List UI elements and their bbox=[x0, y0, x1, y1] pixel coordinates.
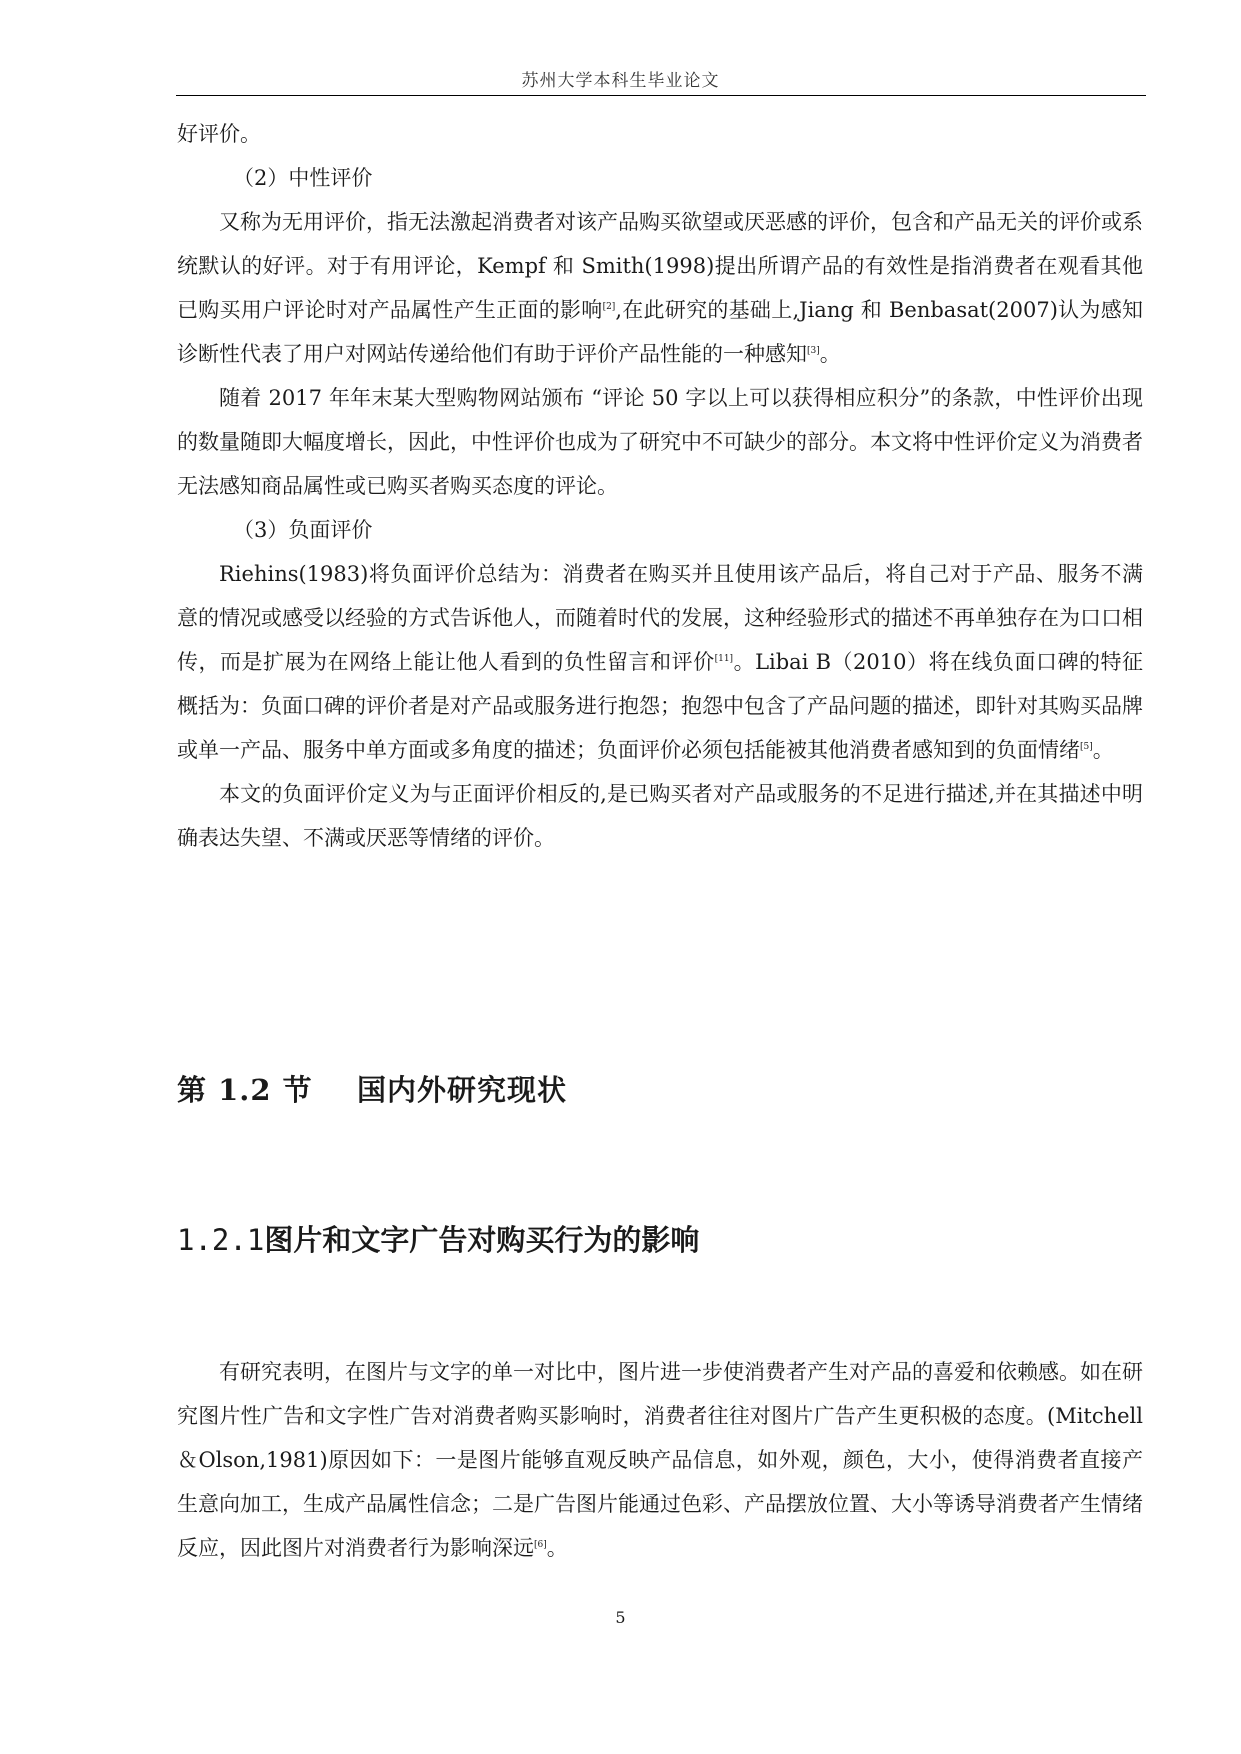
page-number: 5 bbox=[615, 1608, 626, 1627]
section-heading bbox=[177, 1068, 567, 1109]
text-run: 。 bbox=[819, 342, 841, 366]
text-run: 又称为无用评价，指无法激起消费者对该产品购买欲望或厌恶感的评价，包含和产品无关的评价或系统默认的好评。对于有用评论，Kempf 和 Smith(1998)提出所谓产品的有效性是指消费者在观看其他已购买用户评论时对产品属性产生正面的影响 bbox=[177, 210, 1143, 322]
running-header: 苏州大学本科生毕业论文 bbox=[521, 71, 720, 91]
text-run: 。Libai B（2010）将在线负面口碑的特征概括为：负面口碑的评价者是对产品或服务进行抱怨；抱怨中包含了产品问题的描述，即针对其购买品牌或单一产品、服务中单方面或多角度的描述；负面评价必须包括能被其他消费者感知到的负面情绪 bbox=[177, 650, 1144, 762]
section-title: 国内外研究现状 bbox=[357, 1073, 568, 1107]
item-heading: （2）中性评价 bbox=[233, 166, 373, 190]
text-run: ,在此研究的基础上,Jiang 和 Benbasat(2007)认为感知诊断性代表了用户对网站传递给他们有助于评价产品性能的一种感知 bbox=[177, 298, 1143, 366]
citation-marker: [11] bbox=[714, 654, 734, 664]
text-run: 。 bbox=[1092, 738, 1114, 762]
section-number: 第 1.2 节 bbox=[177, 1073, 313, 1107]
subsection-heading bbox=[177, 1218, 699, 1259]
paragraph: 随着 2017 年年末某大型购物网站颁布 “评论 50 字以上可以获得相应积分”的条款，中性评价出现的数量随即大幅度增长，因此，中性评价也成为了研究中不可缺少的部分。本文将中性评价定义为消费者无法感知商品属性或已购买者购买态度的评论。 bbox=[177, 386, 1143, 498]
text-run: 。 bbox=[546, 1536, 568, 1560]
citation-marker: [5] bbox=[1080, 742, 1093, 752]
body-block-2 bbox=[177, 1350, 1143, 1570]
citation-marker: [3] bbox=[807, 346, 820, 356]
header-rule bbox=[176, 95, 1146, 96]
citation-marker: [2] bbox=[602, 302, 616, 312]
paragraph bbox=[177, 200, 1143, 376]
text-run: Riehins(1983)将负面评价总结为：消费者在购买并且使用该产品后，将自己对于产品、服务不满意的情况或感受以经验的方式告诉他人，而随着时代的发展，这种经验形式的描述不再单独存在为口口相传，而是扩展为在网络上能让他人看到的负性留言和评价 bbox=[177, 562, 1143, 674]
body-block-1 bbox=[177, 112, 1143, 860]
text-run: 有研究表明，在图片与文字的单一对比中，图片进一步使消费者产生对产品的喜爱和依赖感。如在研究图片性广告和文字性广告对消费者购买影响时，消费者往往对图片广告产生更积极的态度。(Mitchell＆Olson,1981)原因如下：一是图片能够直观反映产品信息，如外观，颜色，大小，使得消费者直接产生意向加工，生成产品属性信念；二是广告图片能通过色彩、产品摆放位置、大小等诱导消费者产生情绪反应，因此图片对消费者行为影响深远 bbox=[177, 1360, 1143, 1560]
citation-marker: [6] bbox=[534, 1540, 547, 1550]
paragraph bbox=[177, 1350, 1143, 1570]
item-heading: （3）负面评价 bbox=[233, 518, 373, 542]
paragraph bbox=[177, 552, 1143, 772]
paragraph: 本文的负面评价定义为与正面评价相反的,是已购买者对产品或服务的不足进行描述,并在其描述中明确表达失望、不满或厌恶等情绪的评价。 bbox=[177, 782, 1143, 850]
subsection-title: 图片和文字广告对购买行为的影响 bbox=[264, 1223, 700, 1257]
paragraph: 好评价。 bbox=[177, 122, 261, 146]
subsection-number: 1.2.1 bbox=[177, 1223, 265, 1257]
